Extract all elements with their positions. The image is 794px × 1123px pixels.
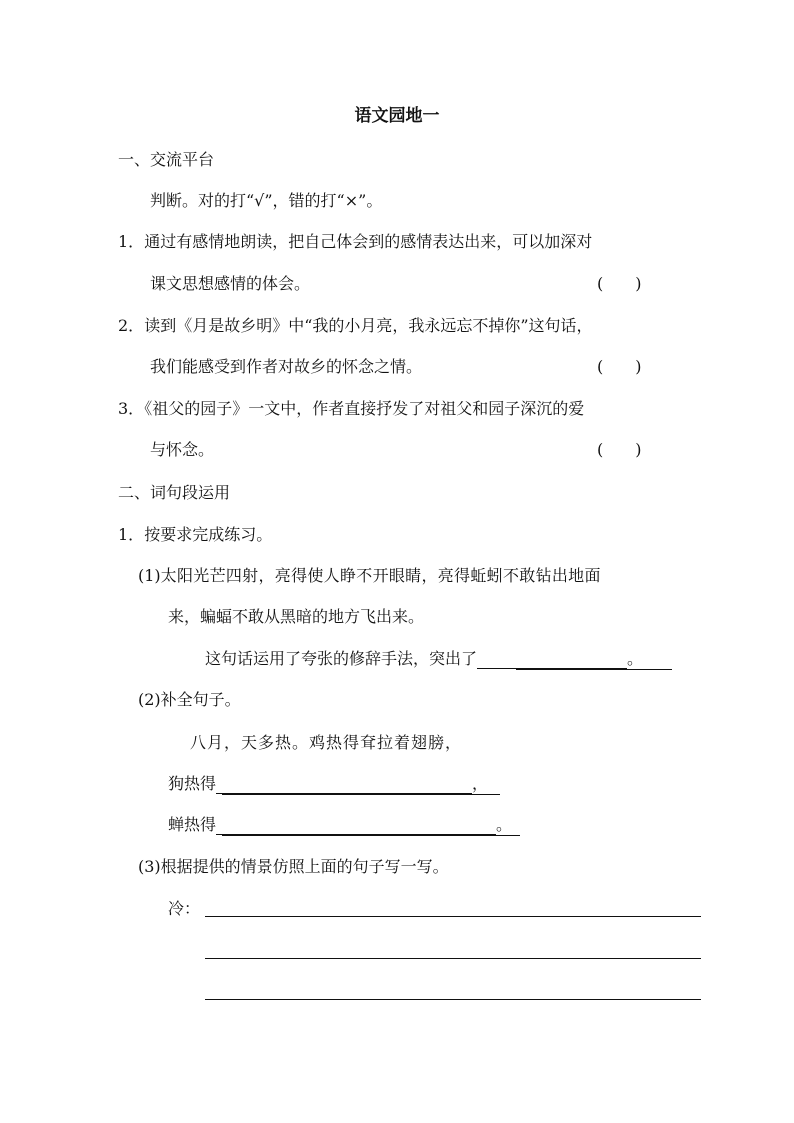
subquestion-3	[138, 857, 449, 877]
subquestion-line2: 来，蝙蝠不敢从黑暗的地方飞出来。	[168, 607, 425, 626]
answer-parentheses-3[interactable]: ( )	[597, 440, 642, 459]
question-text: 按要求完成练习。	[144, 525, 273, 544]
judgement-item-2	[118, 316, 593, 336]
judgement-item-3	[118, 399, 584, 419]
subquestion-text: 补全句子。	[160, 690, 241, 709]
subquestion-2	[138, 690, 241, 710]
subquestion-label: (2)	[138, 690, 161, 709]
subquestion-label: (1)	[138, 566, 161, 585]
item-text-line2: 与怀念。	[150, 440, 215, 459]
item-text-line2: 课文思想感情的体会。	[150, 274, 311, 293]
writing-line-2[interactable]	[205, 958, 701, 959]
cicada-prefix: 蝉热得	[168, 815, 217, 834]
answer-parentheses-1[interactable]: ( )	[597, 274, 642, 293]
prompt-text: 这句话运用了夸张的修辞手法，突出了	[205, 649, 478, 668]
underline	[222, 794, 500, 795]
item-text-line2: 我们能感受到作者对故乡的怀念之情。	[150, 357, 423, 376]
cue-cold: 冷：	[168, 899, 201, 918]
underline	[222, 835, 520, 836]
answer-blank-cicada[interactable]	[216, 816, 496, 835]
rhetoric-prompt	[205, 649, 643, 669]
example-sentence: 八月，天多热。鸡热得耷拉着翅膀，	[190, 733, 463, 752]
item-text-line1: 《祖父的园子》一文中，作者直接抒发了对祖父和园子深沉的爱	[144, 399, 585, 418]
dog-prefix: 狗热得	[168, 774, 217, 793]
answer-parentheses-2[interactable]: ( )	[597, 357, 642, 376]
item-number: 2．	[118, 316, 145, 335]
cicada-end: 。	[496, 815, 513, 834]
question-number: 1．	[118, 525, 145, 544]
item-text-line1: 读到《月是故乡明》中“我的小月亮，我永远忘不掉你”这句话，	[144, 316, 593, 335]
question-1	[118, 525, 272, 545]
answer-blank-dog[interactable]	[216, 775, 472, 794]
section-heading-usage: 二、词句段运用	[118, 483, 231, 502]
dog-end: ，	[472, 774, 489, 793]
subquestion-label: (3)	[138, 857, 161, 876]
subquestion-line1: 太阳光芒四射，亮得使人睁不开眼睛，亮得蚯蚓不敢钻出地面	[160, 566, 601, 585]
underline	[516, 669, 672, 670]
dog-sentence	[168, 774, 488, 794]
item-number: 1．	[118, 232, 145, 251]
subquestion-1	[138, 566, 601, 586]
item-number: 3．	[118, 399, 145, 418]
subquestion-text: 根据提供的情景仿照上面的句子写一写。	[160, 857, 449, 876]
answer-blank-effect[interactable]	[477, 650, 627, 669]
page-title: 语文园地一	[354, 106, 440, 126]
cicada-sentence	[168, 815, 512, 835]
writing-line-1[interactable]	[205, 916, 701, 917]
instruction-text: 判断。对的打“√”，错的打“×”。	[150, 191, 383, 210]
item-text-line1: 通过有感情地朗读，把自己体会到的感情表达出来，可以加深对	[144, 232, 593, 251]
prompt-end: 。	[627, 649, 644, 668]
writing-line-3[interactable]	[205, 999, 701, 1000]
section-heading-exchange: 一、交流平台	[118, 150, 215, 169]
judgement-item-1	[118, 232, 592, 252]
